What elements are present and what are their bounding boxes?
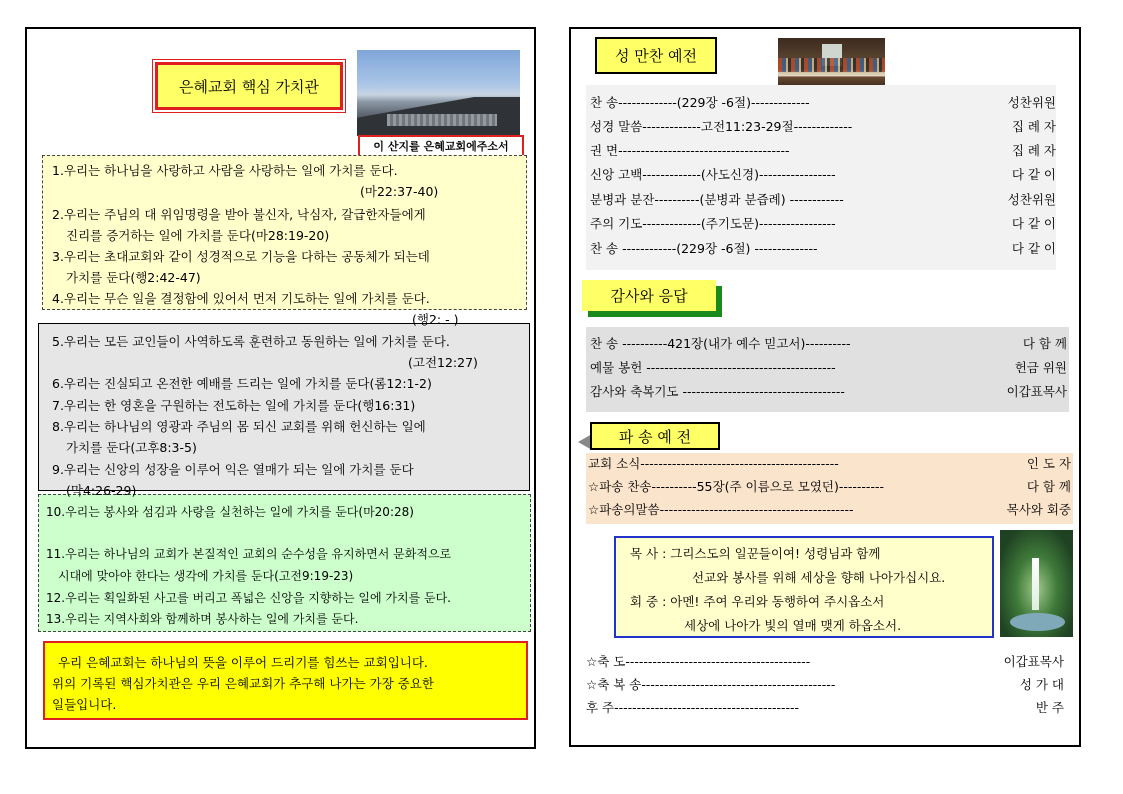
- order-row-leader: 인 도 자: [1026, 456, 1071, 471]
- order-row-leader: 이갑표목사: [1003, 654, 1064, 669]
- photo-caption: 이 산지를 은혜교회에주소서: [358, 135, 524, 157]
- sending-line: 세상에 나아가 빛의 열매 맺게 하옵소서.: [684, 618, 902, 633]
- value-line: 8.우리는 하나님의 영광과 주님의 몸 되신 교회를 위해 헌신하는 일에: [52, 419, 426, 434]
- thanks-response-heading-text: 감사와 응답: [610, 287, 688, 305]
- value-line: 4.우리는 무슨 일을 결정함에 있어서 먼저 기도하는 일에 가치를 둔다.: [52, 291, 430, 306]
- order-row-leader: 목사와 회중: [1006, 502, 1071, 517]
- order-row-label: 성경 말씀-------------고전11:23-29절-------------: [590, 119, 853, 134]
- order-row: [590, 95, 1056, 111]
- order-row-label: ☆파송의말씀-------------------------------------------: [588, 502, 854, 517]
- value-line: (마22:37-40): [360, 184, 439, 199]
- mountain-photo: [357, 50, 520, 136]
- thanks-response-heading: [582, 280, 716, 311]
- order-row-label: 권 면--------------------------------------: [590, 143, 790, 158]
- order-row-leader: 다 같 이: [1011, 216, 1056, 231]
- communion-heading-text: 성 만찬 예전: [615, 47, 697, 65]
- order-row-label: 감사와 축복기도 ------------------------------------: [590, 384, 845, 399]
- sending-heading-text: 파 송 예 전: [618, 427, 692, 446]
- order-row-label: ☆축 도-----------------------------------------: [586, 654, 811, 669]
- order-row-label: 후 주-----------------------------------------: [586, 700, 800, 715]
- order-row: [590, 167, 1056, 183]
- order-row-leader: 반 주: [1035, 700, 1064, 715]
- value-line: 7.우리는 한 영혼을 구원하는 전도하는 일에 가치를 둔다(행16:31): [52, 398, 416, 413]
- order-row: [590, 119, 1056, 135]
- sending-line: 선교와 봉사를 위해 세상을 향해 나아가십시요.: [692, 570, 946, 585]
- sending-line: 회 중 : 아멘! 주여 우리와 동행하여 주시옵소서: [630, 594, 885, 609]
- value-line: 시대에 맞아야 한다는 생각에 가치를 둔다(고전9:19-23): [58, 569, 354, 583]
- order-row-leader: 헌금 위원: [1014, 360, 1067, 375]
- order-row: [590, 384, 1067, 400]
- order-row: [590, 336, 1067, 352]
- summary-line: 일들입니다.: [52, 697, 117, 712]
- order-row: [586, 677, 1064, 693]
- order-row-label: 찬 송 ----------421장(내가 예수 믿고서)----------: [590, 336, 851, 351]
- order-row-leader: 성찬위원: [1007, 95, 1056, 110]
- order-row-label: 예물 봉헌 ------------------------------------------: [590, 360, 836, 375]
- sending-line: 목 사 : 그리스도의 일꾼들이여! 성령님과 함께: [630, 546, 881, 561]
- value-line: 3.우리는 초대교회와 같이 성경적으로 기능을 다하는 공동체가 되는데: [52, 249, 430, 264]
- order-row-leader: 다 함 께: [1026, 479, 1071, 494]
- sending-heading: [590, 422, 720, 450]
- value-line: 6.우리는 진실되고 온전한 예배를 드리는 일에 가치를 둔다(롬12:1-2): [52, 376, 432, 391]
- order-row: [586, 654, 1064, 670]
- order-row-leader: 다 같 이: [1011, 167, 1056, 182]
- order-row: [590, 216, 1056, 232]
- order-row-leader: 다 같 이: [1011, 241, 1056, 256]
- order-row-label: 신앙 고백-------------(사도신경)-----------------: [590, 167, 836, 182]
- summary-line: 우리 은혜교회는 하나님의 뜻을 이루어 드리기를 힘쓰는 교회입니다.: [58, 655, 428, 670]
- value-line: 2.우리는 주님의 대 위임명령을 받아 불신자, 낙심자, 갈급한자들에게: [52, 207, 426, 222]
- order-row-label: 주의 기도-------------(주기도문)-----------------: [590, 216, 836, 231]
- order-row-label: ☆파송 찬송----------55장(주 이름으로 모였던)----------: [588, 479, 884, 494]
- communion-heading: [595, 37, 717, 74]
- order-row: [588, 502, 1071, 518]
- order-row: [586, 700, 1064, 716]
- order-row-label: 찬 송 ------------(229장 -6절) --------------: [590, 241, 818, 256]
- value-line: (막4:26-29): [66, 483, 137, 498]
- value-line: 진리를 증거하는 일에 가치를 둔다(마28:19-20): [66, 228, 330, 243]
- value-line: 11.우리는 하나님의 교회가 본질적인 교회의 순수성을 유지하면서 문화적으로: [46, 547, 452, 561]
- value-line: 5.우리는 모든 교인들이 사역하도록 훈련하고 동원하는 일에 가치를 둔다.: [52, 334, 450, 349]
- value-line: 9.우리는 신앙의 성장을 이루어 익은 열매가 되는 일에 가치를 둔다: [52, 462, 414, 477]
- core-values-title: [155, 62, 343, 110]
- value-line: 13.우리는 지역사회와 함께하며 봉사하는 일에 가치를 둔다.: [46, 612, 359, 626]
- last-supper-image: [778, 38, 885, 91]
- value-line: 12.우리는 획일화된 사고를 버리고 폭넓은 신앙을 지향하는 일에 가치를 둔다.: [46, 591, 451, 605]
- order-row-leader: 다 함 께: [1022, 336, 1067, 351]
- summary-line: 위의 기록된 핵심가치관은 우리 은혜교회가 추구해 나가는 가장 중요한: [52, 676, 434, 691]
- order-row-label: 찬 송-------------(229장 -6절)-------------: [590, 95, 810, 110]
- value-line: (행2: - ): [412, 312, 459, 327]
- order-row: [588, 456, 1071, 472]
- order-row-leader: 이갑표목사: [1006, 384, 1067, 399]
- value-line: 10.우리는 봉사와 섬김과 사랑을 실천하는 일에 가치를 둔다(마20:28): [46, 505, 414, 519]
- order-row-label: ☆축 복 송-------------------------------------------: [586, 677, 836, 692]
- order-row: [590, 241, 1056, 257]
- order-row-label: 분병과 분잔----------(분병과 분즙례) ------------: [590, 192, 844, 207]
- value-line: 1.우리는 하나님을 사랑하고 사람을 사랑하는 일에 가치를 둔다.: [52, 163, 398, 178]
- order-row: [588, 479, 1071, 495]
- value-line: 가치를 둔다(고후8:3-5): [66, 440, 197, 455]
- value-line: (고전12:27): [408, 355, 478, 370]
- order-row-leader: 성찬위원: [1007, 192, 1056, 207]
- order-row: [590, 360, 1067, 376]
- order-row-leader: 집 례 자: [1011, 119, 1056, 134]
- value-line: 가치를 둔다(행2:42-47): [66, 270, 201, 285]
- core-values-title-text: 은혜교회 핵심 가치관: [179, 77, 319, 96]
- order-row-leader: 성 가 대: [1019, 677, 1064, 692]
- order-row: [590, 192, 1056, 208]
- order-row-label: 교회 소식--------------------------------------------: [588, 456, 839, 471]
- order-row: [590, 143, 1056, 159]
- waterfall-photo: [1000, 530, 1073, 637]
- order-row-leader: 집 례 자: [1011, 143, 1056, 158]
